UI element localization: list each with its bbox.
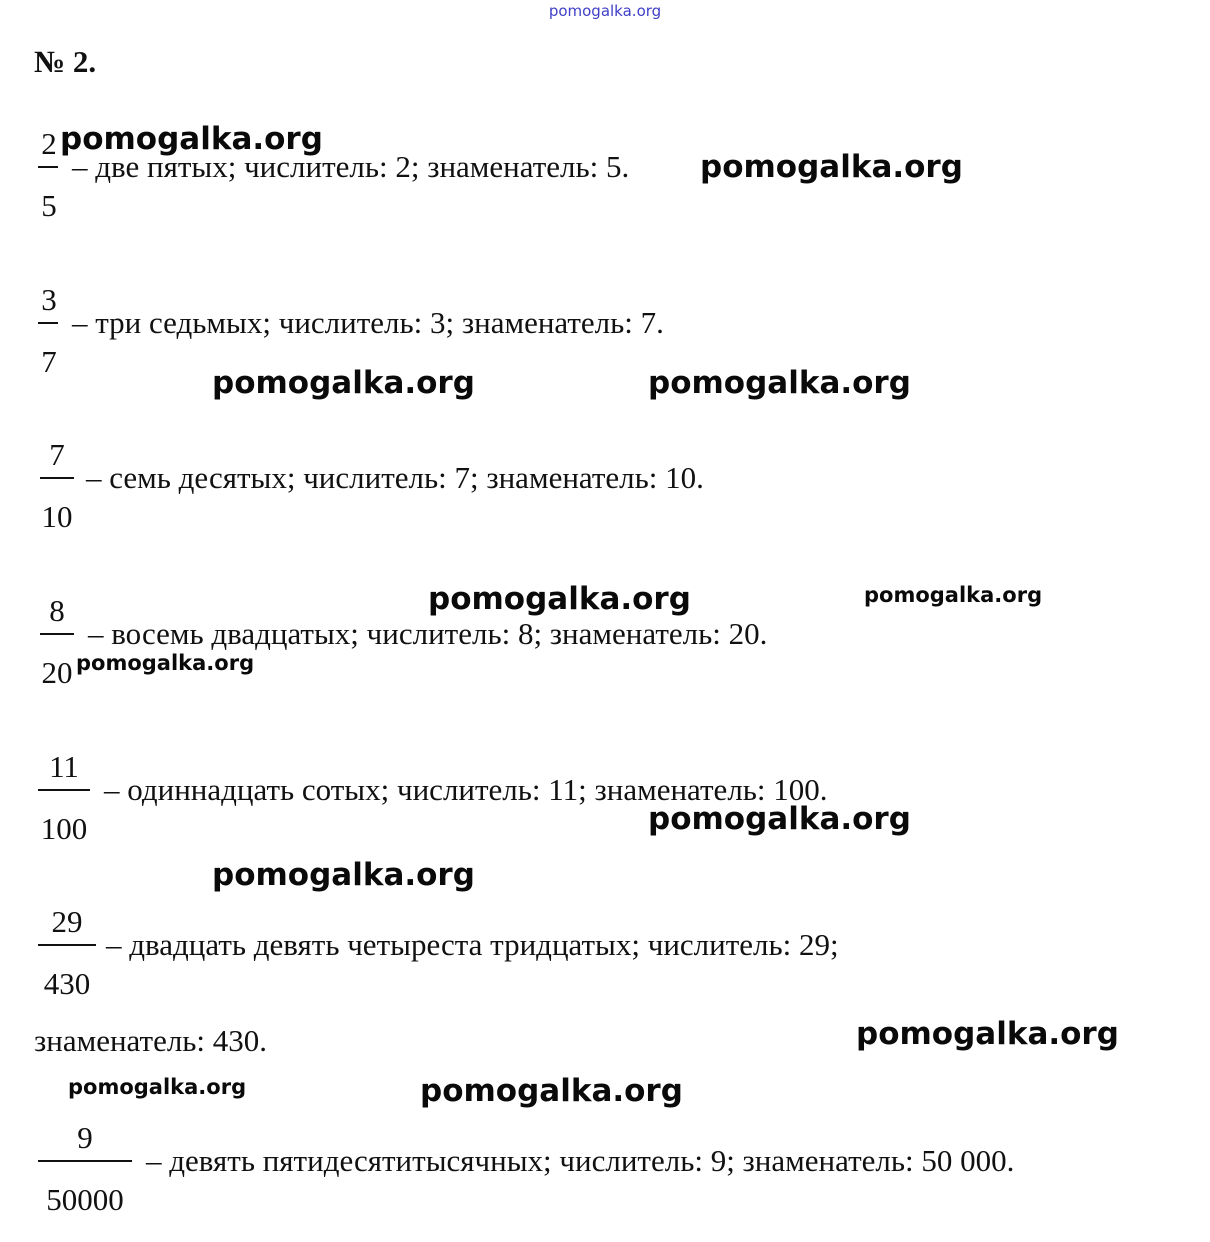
fraction-9-50000 (34, 1120, 164, 1217)
task-title: № 2. (34, 44, 97, 79)
watermark: pomogalka.org (428, 581, 691, 617)
fraction-description-continuation: знаменатель: 430. (34, 1023, 268, 1058)
denominator: 50000 (46, 1182, 124, 1217)
watermark: pomogalka.org (68, 1075, 247, 1099)
numerator: 9 (77, 1120, 93, 1155)
denominator: 20 (41, 655, 73, 690)
numerator: 2 (41, 126, 57, 161)
fraction-bar (40, 633, 74, 635)
fraction-description: – две пятых; числитель: 2; знаменатель: 5. (72, 149, 630, 184)
fraction-description: – восемь двадцатых; числитель: 8; знаменатель: 20. (88, 616, 768, 651)
watermark: pomogalka.org (76, 651, 255, 675)
numerator: 7 (49, 437, 65, 472)
watermark: pomogalka.org (864, 583, 1043, 607)
top-watermark: pomogalka.org (548, 2, 662, 20)
fraction-bar (38, 166, 58, 168)
denominator: 5 (41, 188, 57, 223)
denominator: 10 (41, 499, 73, 534)
denominator: 430 (43, 966, 91, 1001)
numerator: 8 (49, 593, 65, 628)
fraction-bar (38, 789, 90, 791)
fraction-description: – семь десятых; числитель: 7; знаменатель: 10. (86, 460, 704, 495)
watermark: pomogalka.org (700, 149, 963, 185)
fraction-description: – три седьмых; числитель: 3; знаменатель: 7. (72, 305, 664, 340)
denominator: 7 (41, 344, 57, 379)
fraction-bar (38, 322, 58, 324)
fraction-bar (40, 477, 74, 479)
watermark: pomogalka.org (856, 1016, 1119, 1052)
fraction-description: – одиннадцать сотых; числитель: 11; знаменатель: 100. (104, 772, 828, 807)
watermark: pomogalka.org (212, 857, 475, 893)
denominator: 100 (40, 811, 88, 846)
fraction-bar (38, 1160, 132, 1162)
watermark: pomogalka.org (212, 365, 475, 401)
numerator: 11 (49, 749, 79, 784)
watermark: pomogalka.org (60, 121, 323, 157)
fraction-description: – девять пятидесятитысячных; числитель: 9; знаменатель: 50 000. (146, 1143, 1015, 1178)
fraction-description: – двадцать девять четыреста тридцатых; числитель: 29; (106, 927, 839, 962)
numerator: 29 (51, 904, 83, 939)
watermark: pomogalka.org (648, 365, 911, 401)
watermark: pomogalka.org (420, 1073, 683, 1109)
numerator: 3 (41, 282, 57, 317)
watermark: pomogalka.org (648, 801, 911, 837)
fraction-bar (38, 944, 96, 946)
